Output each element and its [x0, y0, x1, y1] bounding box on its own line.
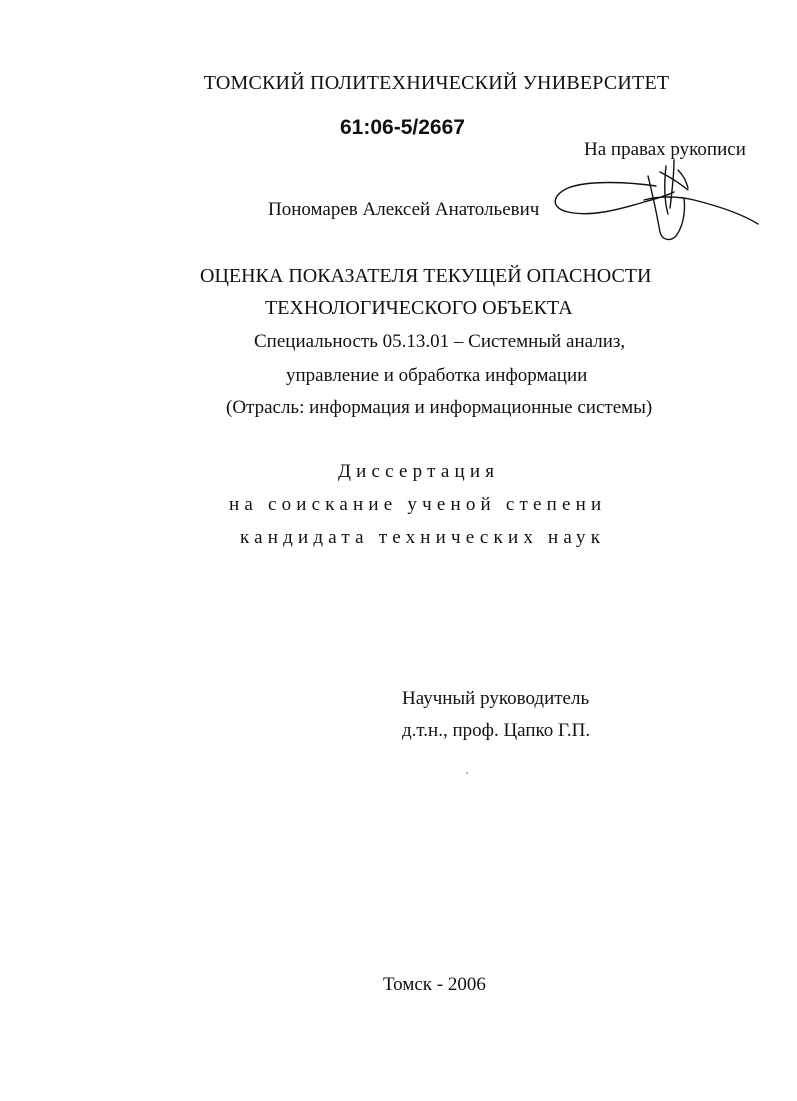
thesis-title-line-2: ТЕХНОЛОГИЧЕСКОГО ОБЪЕКТА: [265, 297, 573, 319]
handwritten-signature: [548, 152, 760, 244]
supervisor-name: д.т.н., проф. Цапко Г.П.: [402, 720, 591, 741]
thesis-title-line-1: ОЦЕНКА ПОКАЗАТЕЛЯ ТЕКУЩЕЙ ОПАСНОСТИ: [200, 265, 652, 287]
scan-speck: [466, 772, 468, 774]
specialty-line-2: управление и обработка информации: [286, 365, 588, 386]
supervisor-label: Научный руководитель: [402, 688, 590, 709]
author-name: Пономарев Алексей Анатольевич: [268, 199, 540, 220]
degree-type: Диссертация: [338, 461, 500, 482]
specialty-line-1: Специальность 05.13.01 – Системный анализ,: [254, 331, 626, 352]
udc-code: 61:06-5/2667: [340, 116, 465, 139]
city-year: Томск - 2006: [383, 974, 486, 995]
degree-field: кандидата технических наук: [240, 527, 606, 548]
specialty-line-3: (Отрасль: информация и информационные системы): [226, 397, 653, 418]
manuscript-rights-note: На правах рукописи: [584, 139, 746, 160]
degree-purpose: на соискание ученой степени: [229, 494, 607, 515]
university-name: ТОМСКИЙ ПОЛИТЕХНИЧЕСКИЙ УНИВЕРСИТЕТ: [203, 72, 670, 94]
